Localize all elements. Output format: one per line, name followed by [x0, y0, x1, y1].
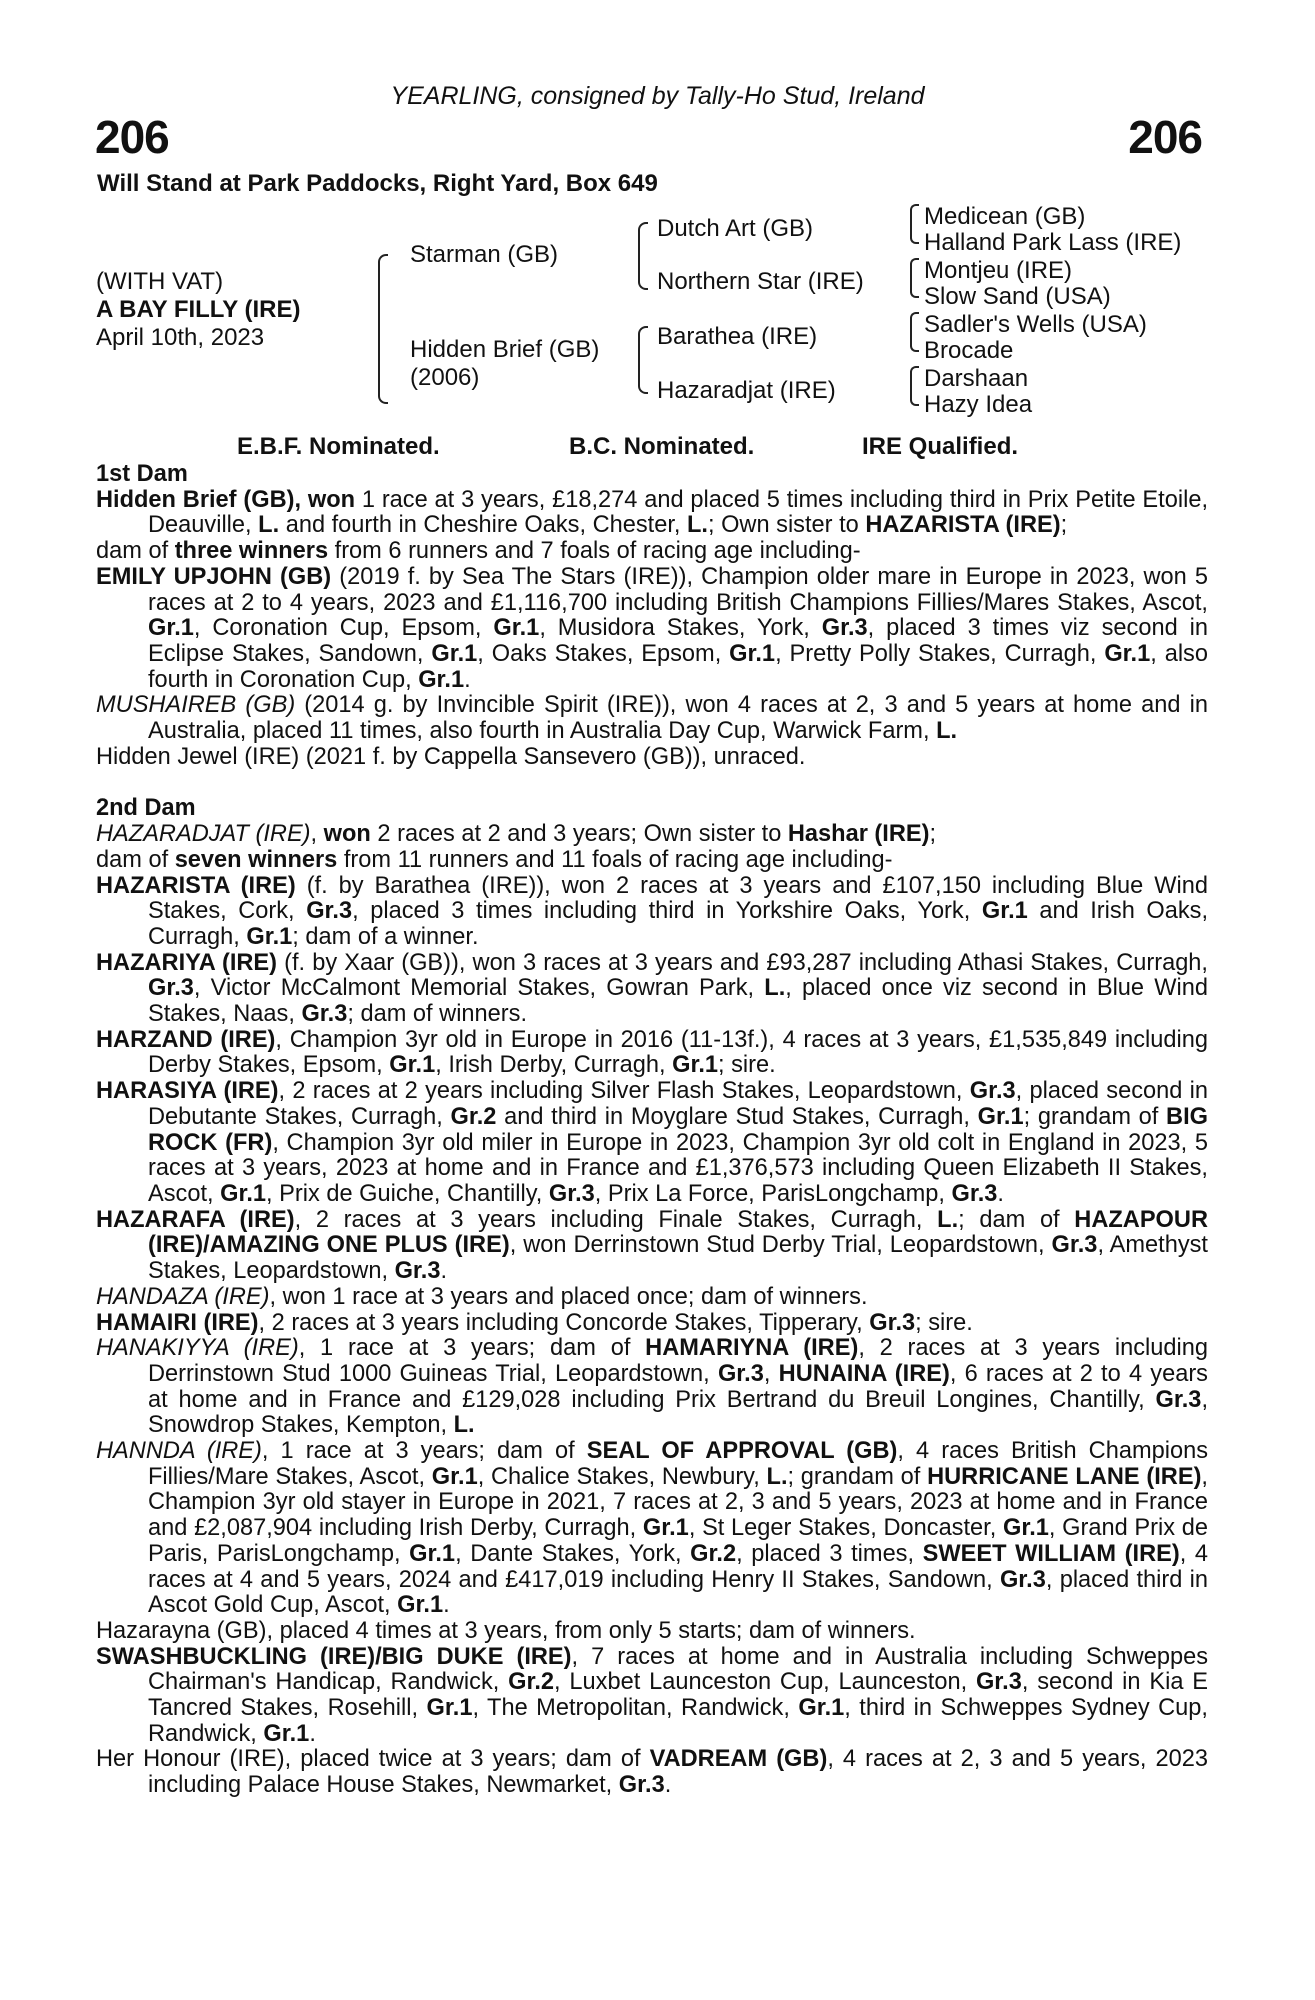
- produce-hazarafa: HAZARAFA (IRE), 2 races at 3 years including Finale Stakes, Curragh, L.; dam of HAZAPOUR (IRE)/AMAZING ONE PLUS (IRE), won Derrinstown Stud Derby Trial, Leopardstown, Gr.3, Amethyst Stakes, Leopardstown, Gr.3.: [96, 1206, 1208, 1285]
- second-dam-heading: 2nd Dam: [96, 795, 196, 822]
- produce-hidden-jewel: Hidden Jewel (IRE) (2021 f. by Cappella Sansevero (GB)), unraced.: [96, 743, 806, 770]
- brace-g4-2: [910, 258, 919, 298]
- gen4-6: Brocade: [924, 337, 1014, 364]
- foaling-date: April 10th, 2023: [96, 324, 265, 351]
- gen4-5: Sadler's Wells (USA): [924, 311, 1147, 338]
- brace-g4-4: [910, 366, 919, 406]
- lot-number-left: 206: [95, 111, 169, 163]
- produce-hazariya: HAZARIYA (IRE) (f. by Xaar (GB)), won 3 races at 3 years and £93,287 including Athasi Stakes, Curragh, Gr.3, Victor McCalmont Memorial Stakes, Gowran Park, L., placed once viz second in Blue Wind Stakes, Naas, Gr.3; dam of winners.: [96, 949, 1208, 1028]
- gen4-3: Montjeu (IRE): [924, 257, 1073, 284]
- produce-hazarista: HAZARISTA (IRE) (f. by Barathea (IRE)), won 2 races at 3 years and £107,150 including Blue Wind Stakes, Cork, Gr.3, placed 3 times including third in Yorkshire Oaks, York, Gr.1 and Irish Oaks, Curragh, Gr.1; dam of a winner.: [96, 872, 1209, 950]
- second-dam-record: HAZARADJAT (IRE), won 2 races at 2 and 3 years; Own sister to Hashar (IRE);: [96, 821, 937, 848]
- stand-location: Will Stand at Park Paddocks, Right Yard, Box 649: [97, 170, 658, 197]
- second-dam-produce-summary: dam of seven winners from 11 runners and 11 foals of racing age including-: [96, 846, 893, 873]
- produce-hanakiyya: HANAKIYYA (IRE), 1 race at 3 years; dam of HAMARIYNA (IRE), 2 races at 3 years including Derrinstown Stud 1000 Guineas Trial, Leopardstown, Gr.3, HUNAINA (IRE), 6 races at 2 to 4 years at home and in France and £129,028 including Prix Bertrand du Breuil Longines, Chantilly, Gr.3, Snowdrop Stakes, Kempton, L.: [96, 1335, 1209, 1439]
- produce-hannda: HANNDA (IRE), 1 race at 3 years; dam of SEAL OF APPROVAL (GB), 4 races British Champions Fillies/Mare Stakes, Ascot, Gr.1, Chalice Stakes, Newbury, L.; grandam of HURRICANE LANE (IRE), Champion 3yr old stayer in Europe in 2021, 7 races at 2, 3 and 5 years, 2023 at home and in France and £2,087,904 including Irish Derby, Curragh, Gr.1, St Leger Stakes, Doncaster, Gr.1, Grand Prix de Paris, ParisLongchamp, Gr.1, Dante Stakes, York, Gr.2, placed 3 times, SWEET WILLIAM (IRE), 4 races at 4 and 5 years, 2024 and £417,019 including Henry II Stakes, Sandown, Gr.3, placed third in Ascot Gold Cup, Ascot, Gr.1.: [96, 1438, 1208, 1619]
- horse-name: A BAY FILLY (IRE): [96, 296, 301, 323]
- sire-dam: Northern Star (IRE): [657, 268, 864, 295]
- first-dam-produce-summary: dam of three winners from 6 runners and 7 foals of racing age including-: [96, 538, 861, 565]
- gen4-4: Slow Sand (USA): [924, 283, 1111, 310]
- sire-name: Starman (GB): [410, 241, 559, 268]
- brace-g4-3: [910, 312, 919, 352]
- ire-qualified: IRE Qualified.: [862, 433, 1019, 460]
- brace-g4-1: [910, 204, 919, 244]
- produce-harasiya: HARASIYA (IRE), 2 races at 2 years including Silver Flash Stakes, Leopardstown, Gr.3, placed second in Debutante Stakes, Curragh, Gr.2 and third in Moyglare Stud Stakes, Curragh, Gr.1; grandam of BIG ROCK (FR), Champion 3yr old miler in Europe in 2023, Champion 3yr old colt in England in 2023, 5 races at 3 years, 2023 at home and in France and £1,376,573 including Queen Elizabeth II Stakes, Ascot, Gr.1, Prix de Guiche, Chantilly, Gr.3, Prix La Force, ParisLongchamp, Gr.3.: [96, 1078, 1209, 1207]
- dam-year: (2006): [410, 364, 480, 391]
- produce-records: [96, 462, 1208, 1799]
- vat-note: (WITH VAT): [96, 268, 224, 295]
- first-dam-heading: 1st Dam: [96, 461, 188, 487]
- gen4-1: Medicean (GB): [924, 203, 1086, 230]
- gen4-2: Halland Park Lass (IRE): [924, 229, 1182, 256]
- gen4-7: Darshaan: [924, 365, 1029, 392]
- dam-name: Hidden Brief (GB): [410, 336, 600, 363]
- produce-handaza: HANDAZA (IRE), won 1 race at 3 years and placed once; dam of winners.: [96, 1283, 868, 1310]
- lot-number-right: 206: [1128, 111, 1202, 163]
- brace-dam: [638, 326, 648, 394]
- brace-gen1: [378, 254, 388, 404]
- produce-emily-upjohn: EMILY UPJOHN (GB) (2019 f. by Sea The Stars (IRE)), Champion older mare in Europe in 2023, won 5 races at 2 to 4 years, 2023 and £1,116,700 including British Champions Fillies/Mares Stakes, Ascot, Gr.1, Coronation Cup, Epsom, Gr.1, Musidora Stakes, York, Gr.3, placed 3 times viz second in Eclipse Stakes, Sandown, Gr.1, Oaks Stakes, Epsom, Gr.1, Pretty Polly Stakes, Curragh, Gr.1, also fourth in Coronation Cup, Gr.1.: [96, 563, 1208, 693]
- sire-sire: Dutch Art (GB): [657, 215, 814, 242]
- produce-her-honour: Her Honour (IRE), placed twice at 3 years; dam of VADREAM (GB), 4 races at 2, 3 and 5 years, 2023 including Palace House Stakes, Newmarket, Gr.3.: [96, 1746, 1208, 1799]
- bc-nomination: B.C. Nominated.: [569, 433, 755, 460]
- produce-mushaireb: MUSHAIREB (GB) (2014 g. by Invincible Spirit (IRE)), won 4 races at 2, 3 and 5 years at home and in Australia, placed 11 times, also fourth in Australia Day Cup, Warwick Farm, L.: [96, 692, 1208, 745]
- produce-harzand: HARZAND (IRE), Champion 3yr old in Europe in 2016 (11-13f.), 4 races at 3 years, £1,535,849 including Derby Stakes, Epsom, Gr.1, Irish Derby, Curragh, Gr.1; sire.: [96, 1026, 1208, 1079]
- dam-sire: Barathea (IRE): [657, 323, 818, 350]
- brace-sire: [638, 222, 648, 290]
- first-dam-record: Hidden Brief (GB), won 1 race at 3 years, £18,274 and placed 5 times including third in Prix Petite Etoile, Deauville, L. and fourth in Cheshire Oaks, Chester, L.; Own sister to HAZARISTA (IRE);: [96, 486, 1209, 539]
- consignor-subtitle: YEARLING, consigned by Tally-Ho Stud, Ireland: [390, 82, 925, 110]
- dam-dam: Hazaradjat (IRE): [657, 377, 836, 404]
- ebf-nomination: E.B.F. Nominated.: [237, 433, 440, 460]
- produce-hamairi: HAMAIRI (IRE), 2 races at 3 years including Concorde Stakes, Tipperary, Gr.3; sire.: [96, 1309, 973, 1336]
- produce-swashbuckling: SWASHBUCKLING (IRE)/BIG DUKE (IRE), 7 races at home and in Australia including Schweppes Chairman's Handicap, Randwick, Gr.2, Luxbet Launceston Cup, Launceston, Gr.3, second in Kia E Tancred Stakes, Rosehill, Gr.1, The Metropolitan, Randwick, Gr.1, third in Schweppes Sydney Cup, Randwick, Gr.1.: [96, 1643, 1208, 1747]
- produce-hazarayna: Hazarayna (GB), placed 4 times at 3 years, from only 5 starts; dam of winners.: [96, 1617, 916, 1644]
- gen4-8: Hazy Idea: [924, 391, 1033, 418]
